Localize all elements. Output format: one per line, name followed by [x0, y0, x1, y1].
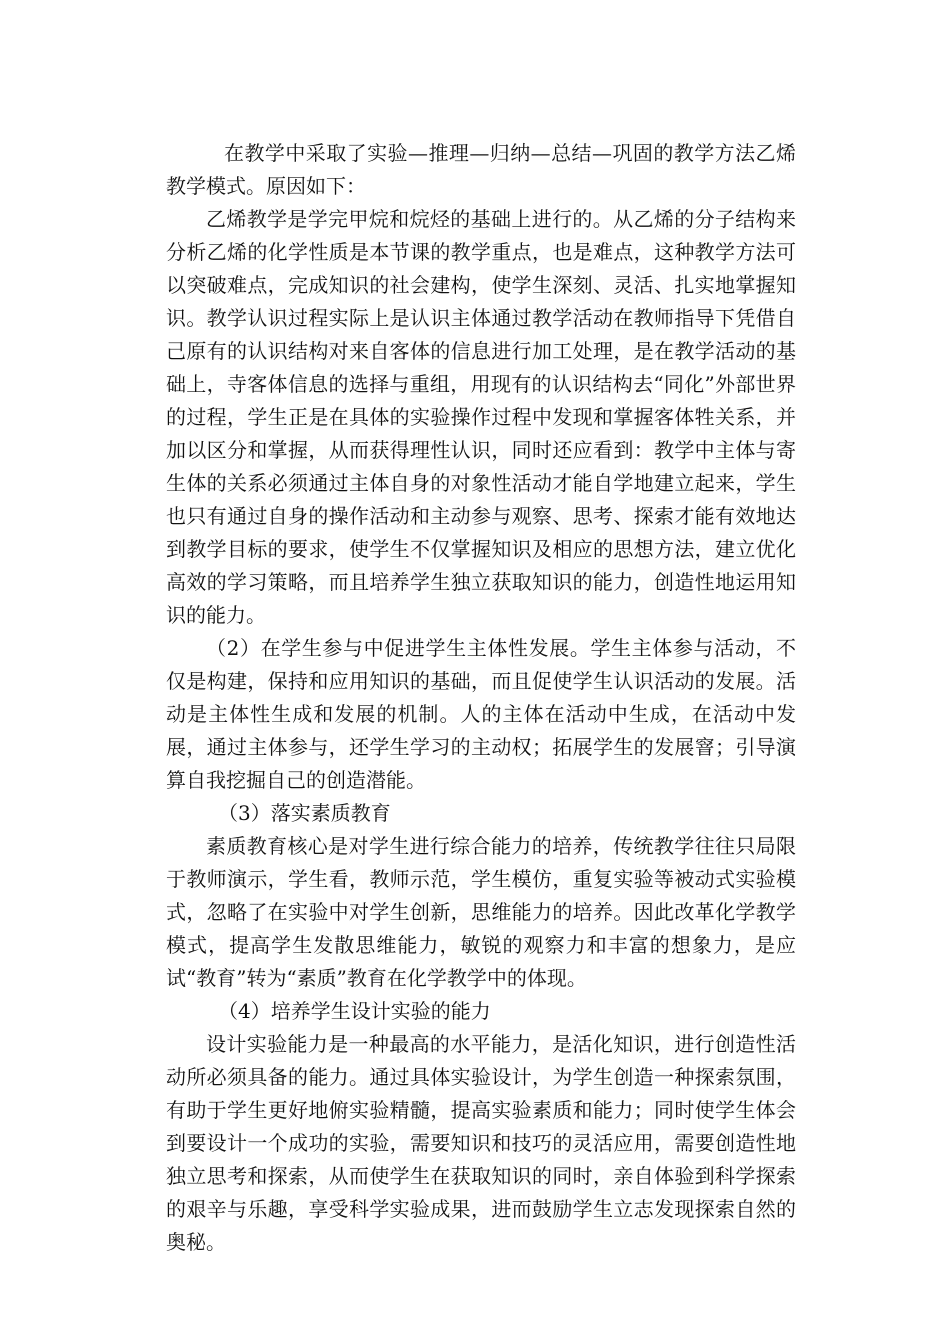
heading-point-3: （3）落实素质教育 [218, 801, 391, 825]
document-body [166, 137, 796, 1259]
paragraph-ethylene-teaching: 乙烯教学是学完甲烷和烷烃的基础上进行的。从乙烯的分子结构来分析乙烯的化学性质是本节课的教学重点，也是难点，这种教学方法可以突破难点，完成知识的社会建构，使学生深刻、灵活、扎实地掌握知识。教学认识过程实际上是认识主体通过教学活动在教师指导下凭借自己原有的认识结构对来自客体的信息进行加工处理，是在教学活动的基础上，寺客体信息的选择与重组，用现有的认识结构去“同化”外部世界的过程，学生正是在具体的实验操作过程中发现和掌握客体牲关系，并加以区分和掌握，从而获得理性认识，同时还应看到：教学中主体与寄生体的关系必须通过主体自身的对象性活动才能自学地建立起来，学生也只有通过自身的操作活动和主动参与观察、思考、探索才能有效地达到教学目标的要求，使学生不仅掌握知识及相应的思想方法，建立优化高效的学习策略，而且培养学生独立获取知识的能力，创造性地运用知识的能力。 [166, 207, 796, 627]
paragraph-experiment-design: 设计实验能力是一种最高的水平能力，是活化知识，进行创造性活动所必须具备的能力。通过具体实验设计，为学生创造一种探索氛围，有助于学生更好地俯实验精髓，提高实验素质和能力；同时使学生体会到要设计一个成功的实验，需要知识和技巧的灵活应用，需要创造性地独立思考和探索，从而使学生在获取知识的同时，亲自体验到科学探索的艰辛与乐趣，享受科学实验成果，进而鼓励学生立志发现探索自然的奥秘。 [166, 1032, 796, 1254]
paragraph-intro: 在教学中采取了实验—推理—归纳—总结—巩固的教学方法乙烯教学模式。原因如下： [166, 141, 796, 198]
paragraph-quality-education: 素质教育核心是对学生进行综合能力的培养，传统教学往往只局限于教师演示，学生看，教师示范，学生模仿，重复实验等被动式实验模式，忽略了在实验中对学生创新，思维能力的培养。因此改革化学教学模式，提高学生发散思维能力，敏锐的观察力和丰富的想象力，是应试“教育”转为“素质”教育在化学教学中的体现。 [166, 834, 796, 990]
heading-point-4: （4）培养学生设计实验的能力 [218, 999, 491, 1023]
paragraph-point-2: （2）在学生参与中促进学生主体性发展。学生主体参与活动，不仅是构建，保持和应用知识的基础，而且促使学生认识活动的发展。活动是主体性生成和发展的机制。人的主体在活动中生成，在活动中发展，通过主体参与，还学生学习的主动权；拓展学生的发展窨；引导演算自我挖掘自己的创造潜能。 [166, 636, 796, 792]
